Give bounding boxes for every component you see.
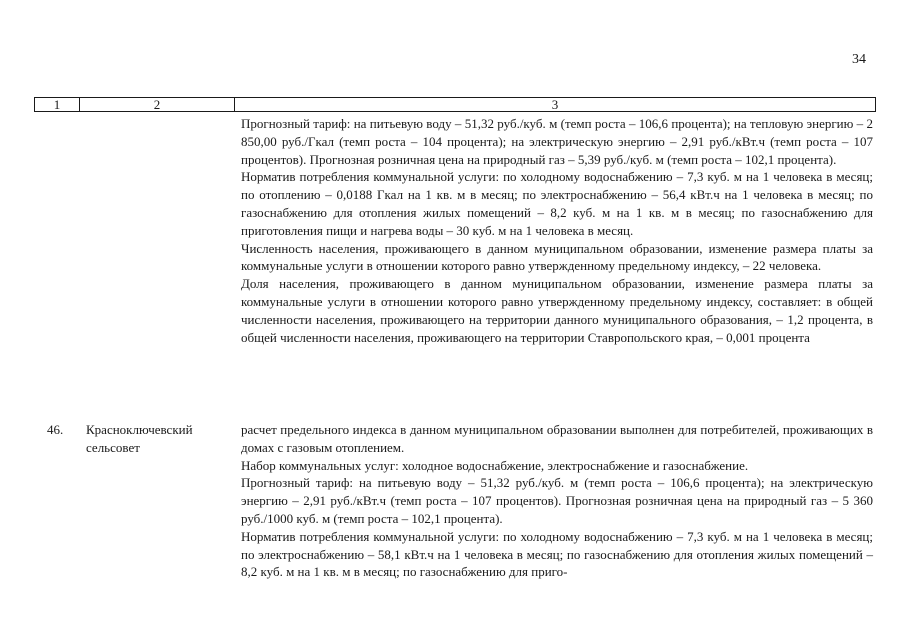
paragraph-norms: Норматив потребления коммунальной услуги: по холодному водоснабжению – 7,3 куб. м на 1 человека в месяц; по отоплению – 0,0188 Гкал на 1 кв. м в месяц; по электроснабжению – 56,4 кВт.ч на 1 человека в месяц; по газоснабжению для отопления жилых помещений – 8,2 куб. м на 1 кв. м в месяц; по газоснабжению для приготовления пищи и нагрева воды – 30 куб. м на 1 человека в месяц. — [241, 169, 873, 238]
municipality-name — [86, 421, 236, 457]
paragraph-share: Доля населения, проживающего в данном муниципальном образовании, изменение размера платы за коммунальные услуги в отношении которого равно утвержденному предельному индексу, составляет: в общей численности населения, проживающего на территории данного муниципального образования, – 1,2 процента, в общей численности населения, проживающего на территории Ставропольского края, – 0,001 процента — [241, 276, 873, 345]
row-46-text — [241, 421, 873, 581]
paragraph-tariff-46: Прогнозный тариф: на питьевую воду – 51,32 руб./куб. м (темп роста – 106,6 процента); на электрическую энергию – 2,91 руб./кВт.ч (темп роста – 107 процентов). Прогнозная розничная цена на природный газ – 5 360 руб./1000 куб. м (темп роста – 102,1 процента). — [241, 475, 873, 526]
header-col-2: 2 — [80, 98, 235, 111]
page-number: 34 — [852, 52, 866, 67]
paragraph-services: Набор коммунальных услуг: холодное водоснабжение, электроснабжение и газоснабжение. — [241, 457, 749, 473]
header-col-1: 1 — [35, 98, 80, 111]
table-header-row — [34, 97, 876, 112]
row-number: 46. — [47, 422, 64, 437]
municipality-name-line1: Красноключевский — [86, 422, 193, 437]
paragraph-population: Численность населения, проживающего в данном муниципальном образовании, изменение размера платы за коммунальные услуги в отношении которого равно утвержденному предельному индексу, – 22 человека. — [241, 240, 873, 274]
paragraph-norms-46: Норматив потребления коммунальной услуги: по холодному водоснабжению – 7,3 куб. м на 1 человека в месяц; по электроснабжению – 58,1 кВт.ч на 1 человека в месяц; по газоснабжению для отопления жилых помещений – 8,2 куб. м на 1 кв. м в месяц; по газоснабжению для приго- — [241, 528, 873, 580]
paragraph-tariff: Прогнозный тариф: на питьевую воду – 51,32 руб./куб. м (темп роста – 106,6 процента); на тепловую энергию – 2 850,00 руб./Гкал (темп роста – 104 процента); на электрическую энергию – 2,91 руб./кВт.ч (темп роста – 107 процентов). Прогнозная розничная цена на природный газ – 5,39 руб./куб. м (темп роста – 102,1 процента). — [241, 116, 873, 167]
municipality-name-line2: сельсовет — [86, 439, 140, 455]
paragraph-calc: расчет предельного индекса в данном муниципальном образовании выполнен для потребителей, проживающих в домах с газовым отоплением. — [241, 422, 873, 455]
continuation-text — [241, 115, 873, 346]
header-col-3: 3 — [551, 97, 559, 112]
